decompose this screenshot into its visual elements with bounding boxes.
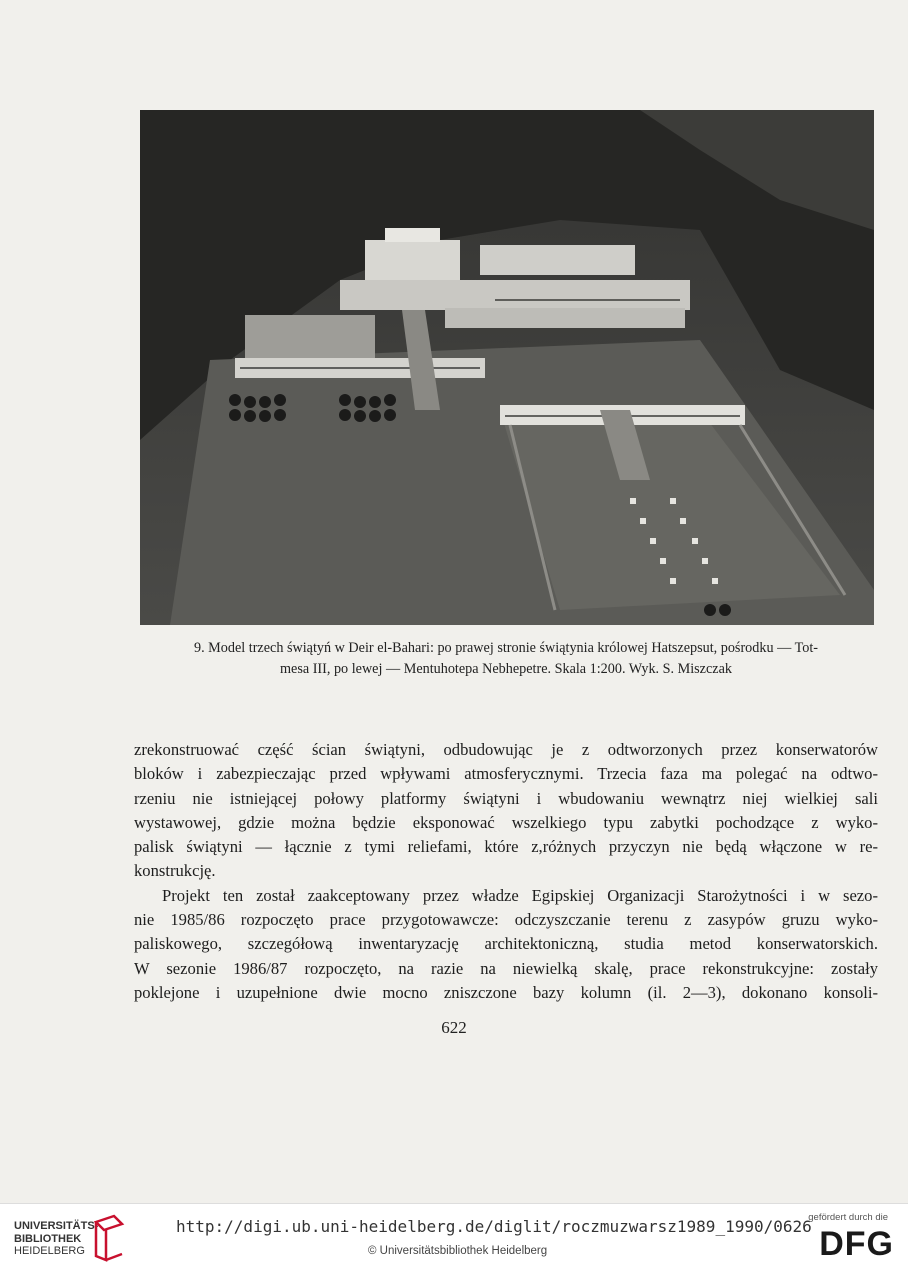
paragraph-2-line: W sezonie 1986/87 rozpoczęto, na razie na niewielką skalę, prace rekonstrukcyjne: zostały — [134, 958, 878, 978]
paragraph-1-line: palisk świątyni — łącznie z tymi reliefami, które z,różnych przyczyn nie będą włączone w re- — [134, 837, 878, 857]
body-text — [134, 738, 878, 1005]
library-name-line-3: HEIDELBERG — [14, 1245, 85, 1257]
copyright-notice: © Universitätsbibliothek Heidelberg — [368, 1245, 548, 1257]
library-name-line-1: UNIVERSITÄTS- — [14, 1220, 99, 1232]
figure-caption — [130, 638, 882, 680]
paragraph-1-line: zrekonstruować część ścian świątyni, odbudowując je z odtworzonych przez konserwatorów — [134, 740, 878, 759]
library-logo-icon — [92, 1212, 126, 1262]
paragraph-2-line: nie 1985/86 rozpoczęto prace przygotowawcze: odczyszczanie terenu z zasypów gruzu wyko- — [134, 910, 878, 930]
paragraph-1-line: konstrukcję. — [134, 861, 216, 881]
dfg-logo: DFG — [819, 1225, 894, 1263]
caption-line-2: mesa III, po lewej — Mentuhotepa Nebhepetre. Skala 1:200. Wyk. S. Miszczak — [280, 661, 732, 677]
temple-model-photo — [140, 110, 874, 625]
paragraph-2-line: Projekt ten został zaakceptowany przez władze Egipskiej Organizacji Starożytności i w sezo- — [162, 885, 878, 905]
paragraph-1-line: rzeniu nie istniejącej połowy platformy świątyni i wbudowaniu wewnątrz niej wielkiej sali — [134, 788, 878, 808]
paragraph-2-line: poklejone i uzupełnione dwie mocno zniszczone bazy kolumn (il. 2—3), dokonano konsoli- — [134, 982, 878, 1002]
digitization-footer — [0, 1203, 908, 1269]
library-name-line-2: BIBLIOTHEK — [14, 1232, 82, 1245]
page-number: 622 — [441, 1018, 467, 1037]
permalink-url[interactable]: http://digi.ub.uni-heidelberg.de/diglit/roczmuzwarsz1989_1990/0626 — [176, 1217, 812, 1236]
paragraph-1-line: wystawowej, gdzie można będzie eksponować wszelkiego typu zabytki pochodzące z wyko- — [134, 812, 878, 832]
paragraph-2-line: paliskowego, szczegółową inwentaryzację architektoniczną, studia metod konserwatorskich. — [134, 934, 878, 954]
sponsor-label: gefördert durch die — [808, 1212, 888, 1223]
temple-model-illustration — [140, 110, 874, 625]
library-logo-text — [14, 1220, 98, 1258]
caption-line-1: 9. Model trzech świątyń w Deir el-Bahari: po prawej stronie świątynia królowej Hatszepsut, pośrodku — Tot- — [193, 640, 819, 656]
paragraph-1-line: bloków i zabezpieczając przed wpływami atmosferycznymi. Trzecia faza ma polegać na odtwo- — [134, 764, 878, 784]
